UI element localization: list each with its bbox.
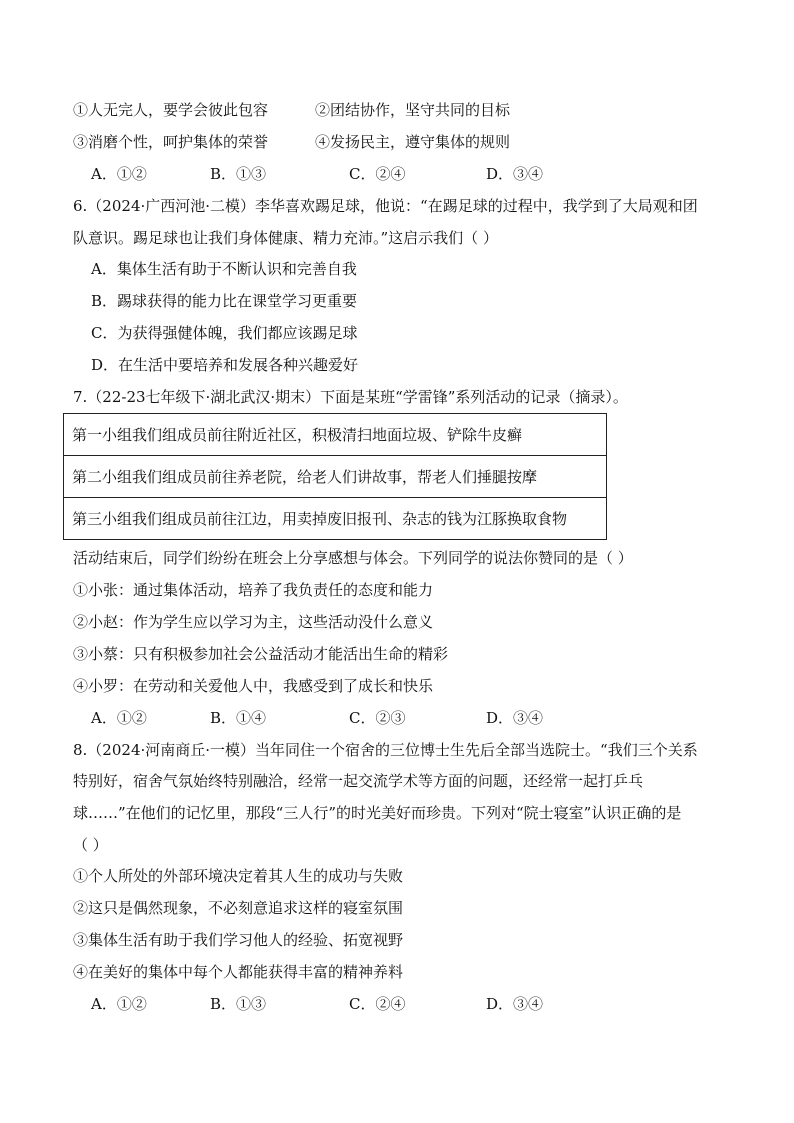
q6-stem-line-1: 6.（2024·广西河池·二模）李华喜欢踢足球，他说：“在踢足球的过程中，我学到了大局观和团 bbox=[73, 197, 698, 215]
q8-option-a[interactable]: A．①② bbox=[91, 995, 147, 1013]
table-row bbox=[64, 456, 607, 498]
table-row bbox=[64, 414, 607, 456]
q8-stem-line-3: 球……”在他们的记忆里，那段“三人行”的时光美好而珍贵。下列对“院士寝室”认识正确的是 bbox=[73, 804, 682, 822]
q7-after-table-text: 活动结束后，同学们纷纷在班会上分享感想与体会。下列同学的说法你赞同的是（ ） bbox=[73, 549, 633, 567]
q5-statement-3: ③消磨个性，呵护集体的荣誉 bbox=[73, 133, 269, 151]
q6-option-a[interactable]: A．集体生活有助于不断认识和完善自我 bbox=[91, 260, 357, 278]
q6-stem-line-2: 队意识。踢足球也让我们身体健康、精力充沛。”这启示我们（ ） bbox=[73, 229, 498, 247]
q5-option-d[interactable]: D．③④ bbox=[486, 165, 544, 183]
q7-stem: 7.（22-23七年级下·湖北武汉·期末）下面是某班“学雷锋”系列活动的记录（摘录）。 bbox=[73, 388, 628, 406]
table-row bbox=[64, 498, 607, 540]
q7-option-d[interactable]: D．③④ bbox=[486, 709, 544, 727]
q6-option-b[interactable]: B．踢球获得的能力比在课堂学习更重要 bbox=[91, 292, 358, 310]
q5-option-b[interactable]: B．①③ bbox=[210, 165, 267, 183]
q6-option-d[interactable]: D．在生活中要培养和发展各种兴趣爱好 bbox=[91, 356, 359, 374]
q7-table-cell-group-1: 第一小组我们组成员前往附近社区，积极清扫地面垃圾、铲除牛皮癣 bbox=[64, 414, 607, 456]
q8-statement-1: ①个人所处的外部环境决定着其人生的成功与失败 bbox=[73, 867, 404, 885]
q5-statement-1: ①人无完人，要学会彼此包容 bbox=[73, 101, 269, 119]
q7-statement-1: ①小张：通过集体活动，培养了我负责任的态度和能力 bbox=[73, 581, 434, 599]
q8-stem-line-2: 特别好，宿舍气氛始终特别融洽，经常一起交流学术等方面的问题，还经常一起打乒乓 bbox=[73, 772, 644, 790]
q8-stem-line-1: 8.（2024·河南商丘·一模）当年同住一个宿舍的三位博士生先后全部当选院士。“我们三个关系 bbox=[73, 741, 698, 759]
q8-statement-2: ②这只是偶然现象，不必刻意追求这样的寝室氛围 bbox=[73, 899, 404, 917]
q8-option-c[interactable]: C．②④ bbox=[349, 995, 406, 1013]
q7-option-c[interactable]: C．②③ bbox=[349, 709, 406, 727]
q5-statement-4: ④发扬民主，遵守集体的规则 bbox=[315, 133, 511, 151]
q7-table-cell-group-3: 第三小组我们组成员前往江边，用卖掉废旧报刊、杂志的钱为江豚换取食物 bbox=[64, 498, 607, 540]
q7-option-b[interactable]: B．①④ bbox=[210, 709, 267, 727]
q7-table-cell-group-2: 第二小组我们组成员前往养老院，给老人们讲故事，帮老人们捶腿按摩 bbox=[64, 456, 607, 498]
q5-statement-2: ②团结协作，坚守共同的目标 bbox=[315, 101, 511, 119]
q8-statement-4: ④在美好的集体中每个人都能获得丰富的精神养料 bbox=[73, 963, 404, 981]
q7-statement-4: ④小罗：在劳动和关爱他人中，我感受到了成长和快乐 bbox=[73, 677, 434, 695]
q8-stem-line-4: （ ） bbox=[73, 836, 108, 854]
q5-option-c[interactable]: C．②④ bbox=[349, 165, 406, 183]
q7-statement-2: ②小赵：作为学生应以学习为主，这些活动没什么意义 bbox=[73, 613, 434, 631]
q7-activity-table bbox=[63, 413, 607, 540]
q8-option-d[interactable]: D．③④ bbox=[486, 995, 544, 1013]
q6-option-c[interactable]: C．为获得强健体魄，我们都应该踢足球 bbox=[91, 324, 358, 342]
q5-option-a[interactable]: A．①② bbox=[91, 165, 147, 183]
q7-statement-3: ③小蔡：只有积极参加社会公益活动才能活出生命的精彩 bbox=[73, 645, 449, 663]
q8-option-b[interactable]: B．①③ bbox=[210, 995, 267, 1013]
q7-option-a[interactable]: A．①② bbox=[91, 709, 147, 727]
q8-statement-3: ③集体生活有助于我们学习他人的经验、拓宽视野 bbox=[73, 931, 404, 949]
